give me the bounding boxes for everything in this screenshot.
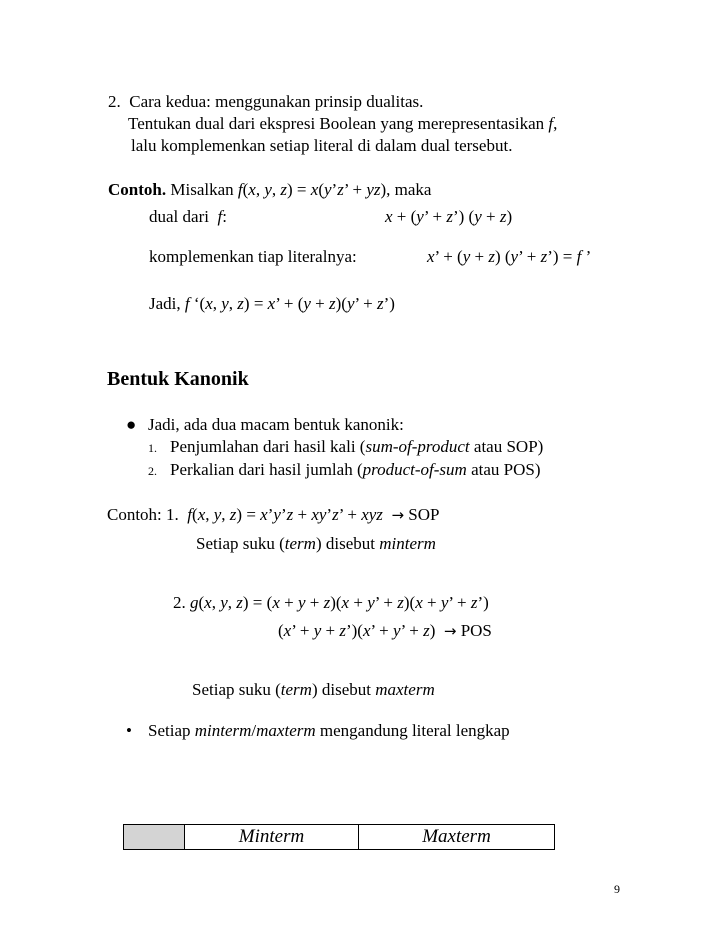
minterm-note: Setiap suku (term) disebut minterm: [196, 534, 436, 553]
arrow-right-icon: →: [391, 506, 405, 524]
complement-label: komplemenkan tiap literalnya:: [149, 247, 357, 266]
example-1-intro: Contoh. Misalkan f(x, y, z) = x(y’z’ + yz), maka: [108, 180, 432, 199]
example-2-sop: Contoh: 1. f(x, y, z) = x’y’z + xy’z’ + xyz → SOP: [107, 505, 440, 524]
bullet-dot-icon: ●: [126, 415, 137, 434]
minterm-maxterm-table: [123, 824, 555, 850]
complement-expression: x’ + (y + z) (y’ + z’) = f ’: [427, 247, 592, 266]
step-2-line1: 2. Cara kedua: menggunakan prinsip dualitas.: [108, 92, 424, 111]
example-1-conclusion: Jadi, f ‘(x, y, z) = x’ + (y + z)(y’ + z’): [149, 294, 395, 313]
bullet-dot-icon: •: [126, 721, 132, 740]
section-title: Bentuk Kanonik: [107, 368, 249, 390]
table-header-minterm: Minterm: [185, 825, 359, 850]
list-item-sop: 1. Penjumlahan dari hasil kali (sum-of-product atau SOP): [148, 437, 544, 456]
dual-expression: x + (y’ + z’) (y + z): [385, 207, 513, 226]
arrow-right-icon: →: [443, 622, 457, 640]
example-2-pos-line1: 2. g(x, y, z) = (x + y + z)(x + y’ + z)(x + y’ + z’): [173, 593, 489, 612]
table-header-empty: [124, 825, 185, 850]
maxterm-note: Setiap suku (term) disebut maxterm: [192, 680, 435, 699]
table-header-row: [124, 825, 555, 850]
table-header-maxterm: Maxterm: [359, 825, 555, 850]
example-label: Contoh.: [108, 180, 167, 199]
bullet-literal-complete: • Setiap minterm/maxterm mengandung literal lengkap: [126, 721, 510, 740]
bullet-canonical-forms: ● Jadi, ada dua macam bentuk kanonik:: [126, 415, 404, 434]
step-2-line3: lalu komplemenkan setiap literal di dalam dual tersebut.: [131, 136, 513, 155]
dual-label: dual dari f:: [149, 207, 227, 226]
step-2-line2: Tentukan dual dari ekspresi Boolean yang merepresentasikan f,: [128, 114, 558, 133]
example-2-pos-line2: (x’ + y + z’)(x’ + y’ + z) → POS: [278, 621, 492, 640]
list-item-pos: 2. Perkalian dari hasil jumlah (product-of-sum atau POS): [148, 460, 541, 479]
page-number: 9: [614, 882, 620, 896]
